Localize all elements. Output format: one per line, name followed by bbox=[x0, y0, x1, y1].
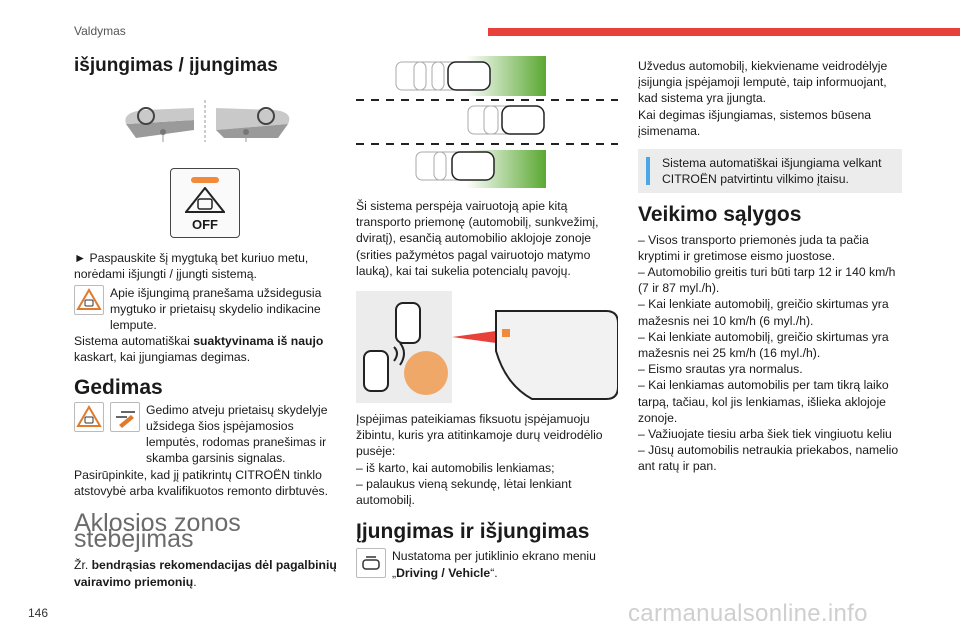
step-text: Paspauskite šį mygtuką bet kuriuo metu, norėdami išjungti / įjungti sistemą. bbox=[74, 251, 309, 282]
warning-triangle-icon bbox=[74, 285, 104, 315]
car-settings-icon bbox=[356, 548, 386, 578]
alert-item-1: – iš karto, kai automobilis lenkiamas; bbox=[356, 460, 555, 475]
recommendation-reference: Žr. bendrąsias rekomendacijas dėl pagalbinių vairavimo priemonių. bbox=[74, 558, 337, 589]
ignition-text: Kai degimas išjungiamas, sistemos būsena įsimenama. bbox=[638, 107, 872, 138]
step-arrow-icon: ► bbox=[74, 251, 87, 266]
column-right bbox=[638, 58, 902, 475]
blind-spot-zones-illustration bbox=[356, 54, 618, 188]
condition-item: – Visos transporto priemonės juda ta pačia kryptimi ir gretimose eismo juostose. bbox=[638, 232, 869, 263]
mirror-warning-illustration bbox=[356, 291, 618, 403]
alert-item-2: – palaukus vieną sekundę, lėtai lenkiant automobilį. bbox=[356, 476, 572, 508]
conditions-list bbox=[638, 232, 902, 475]
warning-text: Apie išjungimą pranešama užsidegusia mygtuko ir prietaisų skydelio indikacine lempute. bbox=[110, 285, 322, 333]
header-accent-bar bbox=[488, 28, 960, 36]
condition-item: – Važiuojate tiesiu arba šiek tiek vingiuotu keliu bbox=[638, 427, 892, 442]
enable-text: Nustatoma per jutiklinio ekrano meniu „Driving / Vehicle“. bbox=[392, 549, 596, 580]
button-label: OFF bbox=[192, 217, 218, 232]
startup-text: Užvedus automobilį, kiekviename veidrodėlyje įsijungia įspėjamoji lemputė, taip informuojant, kad sistema yra įjungta. bbox=[638, 59, 888, 106]
column-middle bbox=[356, 54, 618, 581]
button-led-icon bbox=[191, 177, 219, 183]
fault-text-2: Pasirūpinkite, kad jį patikrintų CITROËN tinklo atstovybė arba kvalifikuotos remonto dirbtuvės. bbox=[74, 467, 329, 498]
auto-reactivation-text: Sistema automatiškai suaktyvinama iš naujo kaskart, kai įjungiamas degimas. bbox=[74, 334, 324, 365]
blind-spot-title: Aklosios zonos stebėjimas bbox=[74, 509, 241, 554]
conditions-title: Veikimo sąlygos bbox=[638, 203, 802, 227]
alert-description: Įspėjimas pateikiamas fiksuotu įspėjamuoju žibintu, kuris yra atitinkamoje durų veidrodėlio pusėje: bbox=[356, 412, 603, 459]
fault-note bbox=[74, 402, 340, 467]
info-icon bbox=[646, 157, 650, 185]
enable-title: Įjungimas ir išjungimas bbox=[356, 520, 590, 544]
page-number: 146 bbox=[28, 606, 49, 620]
info-text: Sistema automatiškai išjungiama velkant CITROËN patvirtintu vilkimo įtaisu. bbox=[662, 156, 882, 187]
info-box bbox=[638, 149, 902, 193]
condition-item: – Jūsų automobilis netraukia priekabos, namelio ant ratų ir pan. bbox=[638, 443, 899, 474]
condition-item: – Automobilio greitis turi būti tarp 12 ir 140 km/h (7 ir 87 myl./h). bbox=[638, 265, 896, 296]
condition-item: – Kai lenkiate automobilį, greičio skirtumas yra mažesnis nei 25 km/h (16 myl./h). bbox=[638, 329, 889, 361]
condition-item: – Kai lenkiamas automobilis per tam tikrą laiko tarpą, tačiau, kol jis lenkiamas, išlieka aklojoje zonoje. bbox=[638, 378, 889, 425]
title-onoff: išjungimas / įjungimas bbox=[74, 55, 278, 76]
condition-item: – Eismo srautas yra normalus. bbox=[638, 362, 803, 377]
service-wrench-icon bbox=[110, 402, 140, 432]
blind-spot-button-illustration bbox=[170, 168, 240, 238]
warning-note bbox=[74, 285, 340, 334]
car-warning-icon bbox=[185, 187, 225, 213]
system-description: Ši sistema perspėja vairuotoją apie kitą transporto priemonę (automobilį, sunkvežimį, dviratį), esančią automobilio aklojoje zonoje (srities pažymėtos pagal vairuotojo matymo lauką), kai tai sukelia potencialų pavojų. bbox=[356, 199, 599, 278]
condition-item: – Kai lenkiate automobilį, greičio skirtumas yra mažesnis nei 10 km/h (6 myl./h). bbox=[638, 297, 889, 328]
section-label: Valdymas bbox=[74, 24, 126, 38]
fault-text: Gedimo atveju prietaisų skydelyje užsidega šios įspėjamosios lemputės, rodomas pranešimas ir skamba garsinis signalas. bbox=[146, 402, 328, 466]
fault-title: Gedimas bbox=[74, 375, 163, 399]
warning-triangle-icon bbox=[74, 402, 104, 432]
mirror-controls-illustration bbox=[74, 86, 340, 142]
step-instruction bbox=[74, 250, 340, 282]
watermark: carmanualsonline.info bbox=[628, 600, 868, 627]
enable-note bbox=[356, 548, 618, 580]
column-left bbox=[74, 55, 340, 590]
